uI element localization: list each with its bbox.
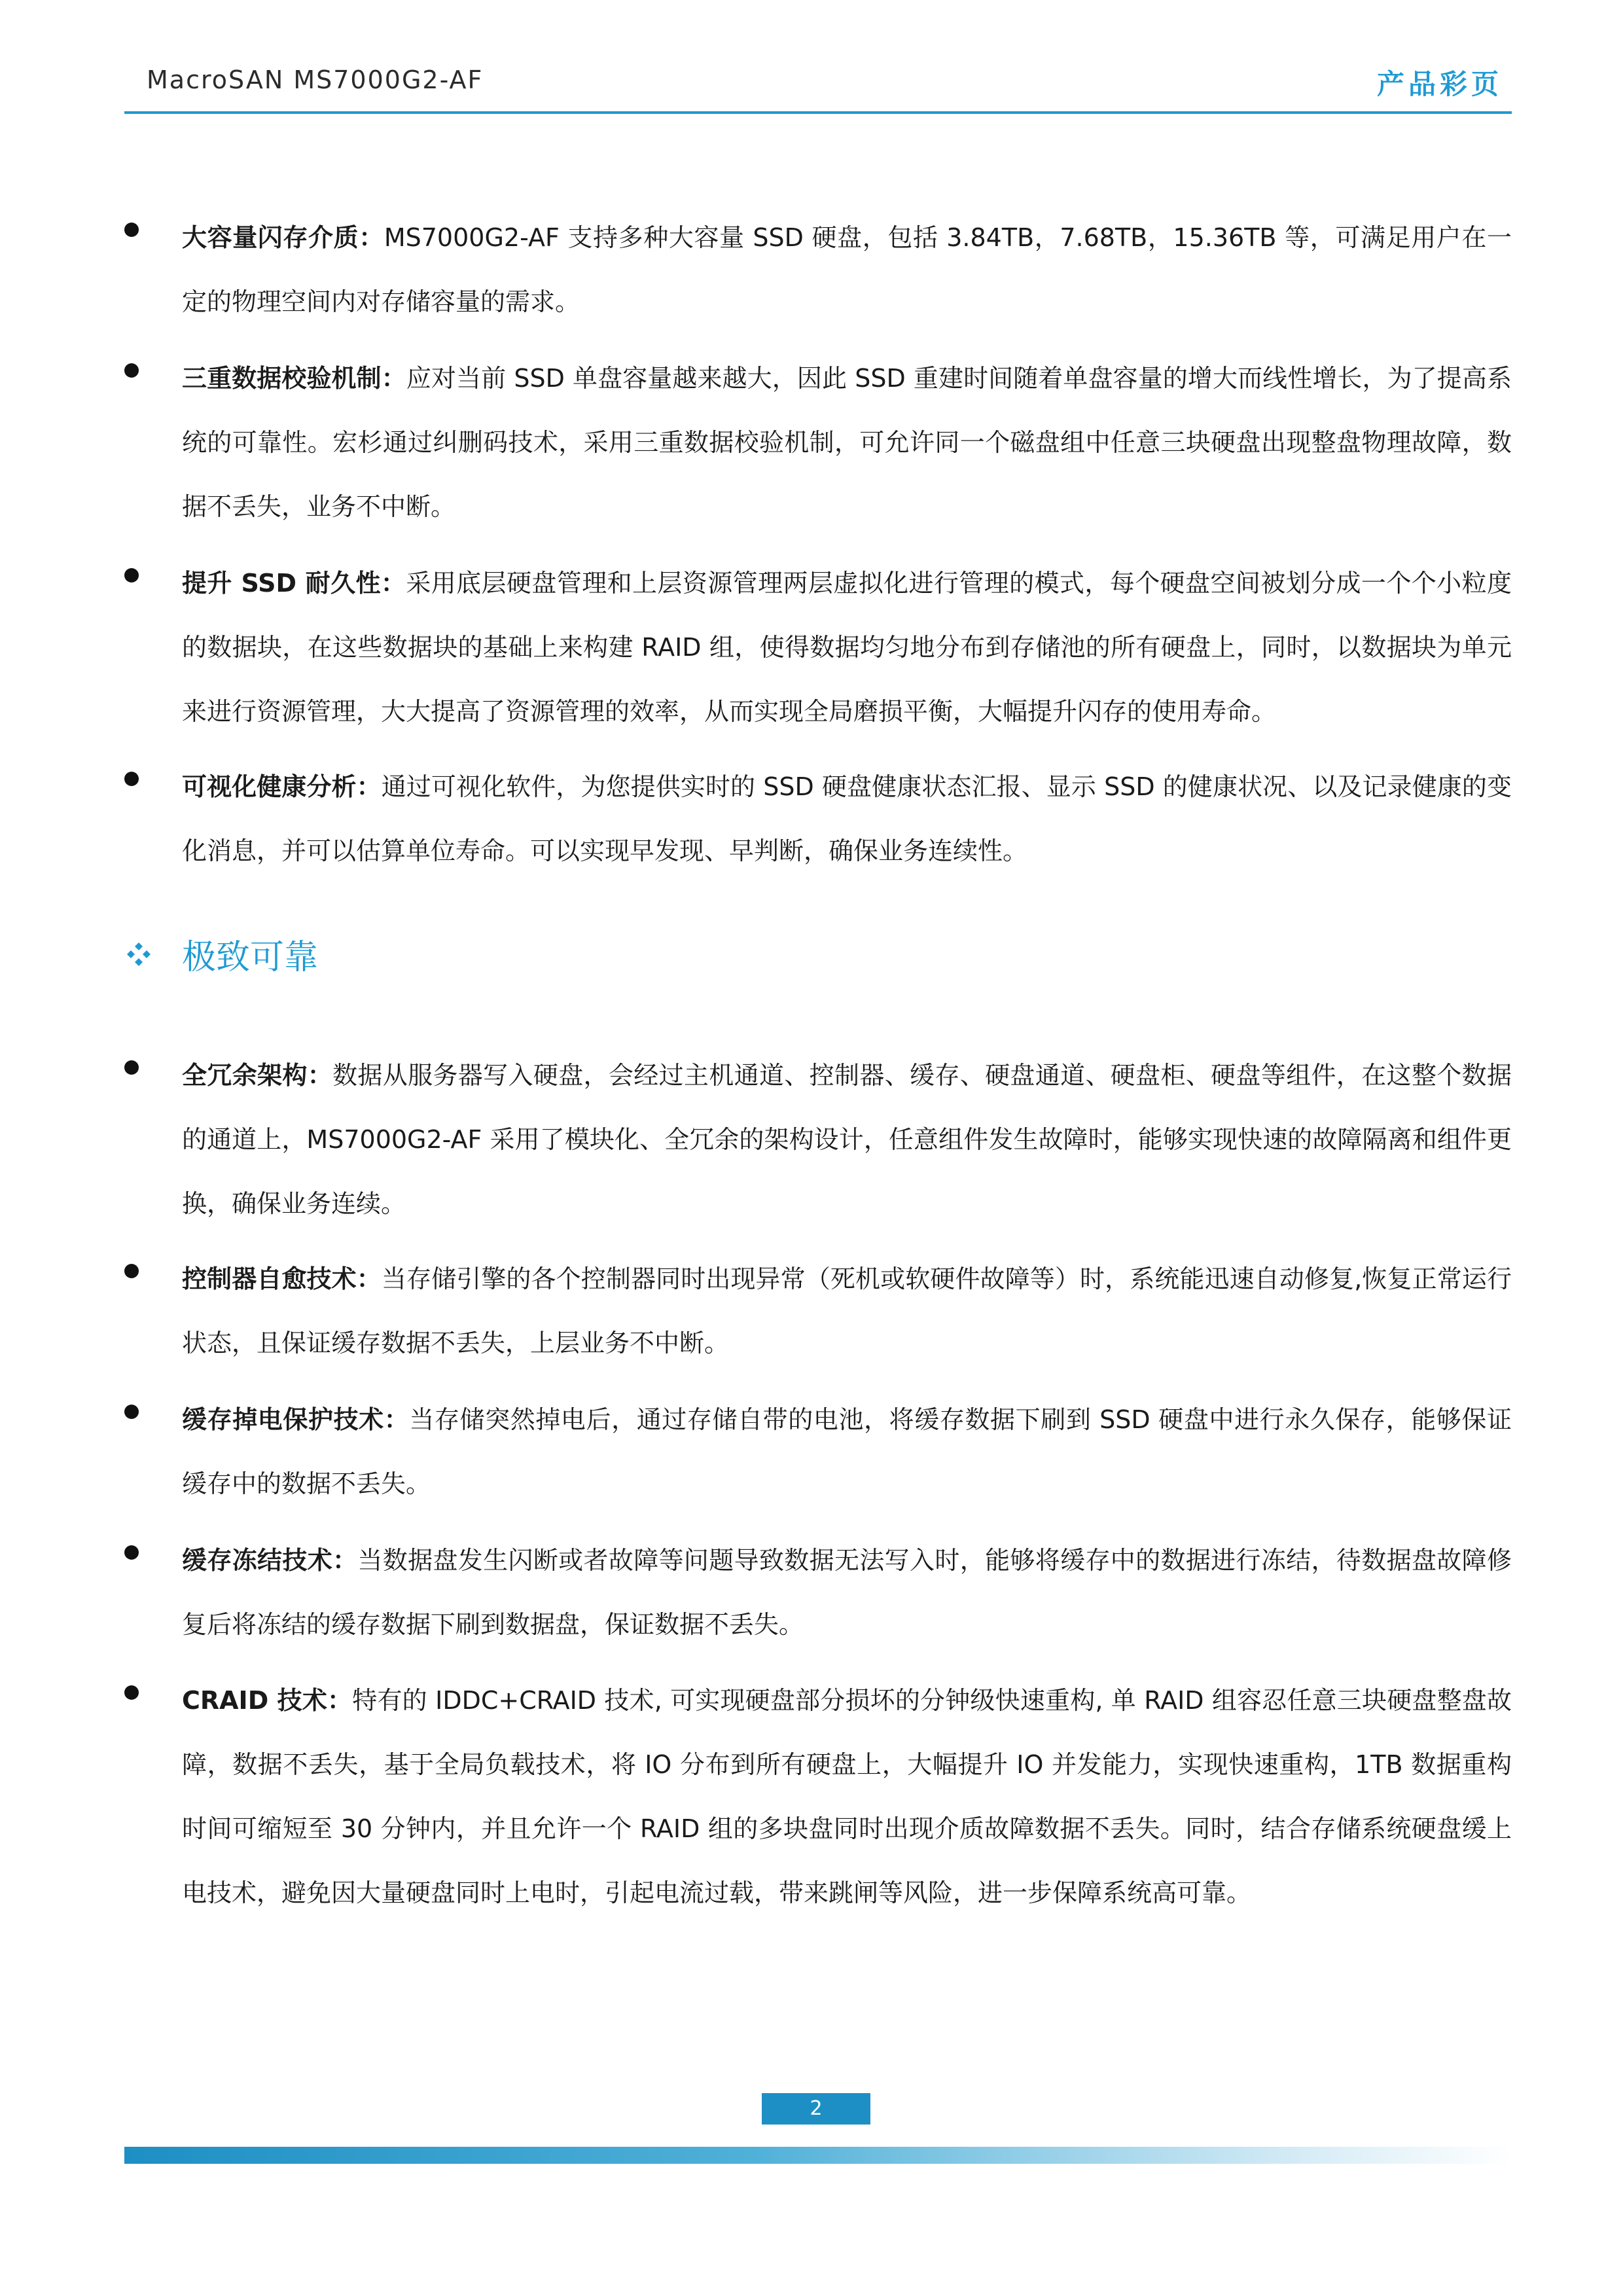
bullet-icon bbox=[124, 1685, 139, 1700]
item-heading: 控制器自愈技术： bbox=[182, 1265, 382, 1293]
bullet-icon bbox=[124, 1060, 139, 1075]
list-item bbox=[124, 1528, 1512, 1668]
item-body: MS7000G2-AF 支持多种大容量 SSD 硬盘，包括 3.84TB，7.68TB，15.36TB 等，可满足用户在一定的物理空间内对存储容量的需求。 bbox=[182, 223, 1512, 316]
item-body: 通过可视化软件，为您提供实时的 SSD 硬盘健康状态汇报、显示 SSD 的健康状况、以及记录健康的变化消息，并可以估算单位寿命。可以实现早发现、早判断，确保业务连续性。 bbox=[182, 772, 1512, 865]
item-body: 特有的 IDDC+CRAID 技术, 可实现硬盘部分损坏的分钟级快速重构, 单 RAID 组容忍任意三块硬盘整盘故障，数据不丢失，基于全局负载技术，将 IO 分布到所有硬盘上，大幅提升 IO 并发能力，实现快速重构，1TB 数据重构时间可缩短至 30 分钟内，并且允许一个 RAID 组的多块盘同时出现介质故障数据不丢失。同时，结合存储系统硬盘缓上电技术，避免因大量硬盘同时上电时，引起电流过载，带来跳闸等风险，进一步保障系统高可靠。 bbox=[182, 1686, 1512, 1907]
list-item bbox=[124, 1668, 1512, 1937]
bullet-icon bbox=[124, 223, 139, 237]
list-item bbox=[124, 755, 1512, 895]
list-item bbox=[124, 1043, 1512, 1247]
list-item bbox=[124, 346, 1512, 551]
item-body: 数据从服务器写入硬盘，会经过主机通道、控制器、缓存、硬盘通道、硬盘柜、硬盘等组件，在这整个数据的通道上，MS7000G2-AF 采用了模块化、全冗余的架构设计，任意组件发生故障时，能够实现快速的故障隔离和组件更换，确保业务连续。 bbox=[182, 1061, 1512, 1218]
list-item bbox=[124, 1247, 1512, 1388]
bullet-icon bbox=[124, 568, 139, 583]
page-header bbox=[124, 63, 1512, 101]
item-heading: 大容量闪存介质： bbox=[182, 223, 384, 252]
item-body: 应对当前 SSD 单盘容量越来越大，因此 SSD 重建时间随着单盘容量的增大而线性增长，为了提高系统的可靠性。宏杉通过纠删码技术，采用三重数据校验机制，可允许同一个磁盘组中任意三块硬盘出现整盘物理故障，数据不丢失，业务不中断。 bbox=[182, 364, 1512, 521]
list-item bbox=[124, 1388, 1512, 1528]
section-title: 极致可靠 bbox=[182, 938, 319, 977]
diamond-bullet-icon bbox=[126, 941, 152, 967]
item-body: 当存储引擎的各个控制器同时出现异常（死机或软硬件故障等）时，系统能迅速自动修复,恢复正常运行状态，且保证缓存数据不丢失，上层业务不中断。 bbox=[182, 1265, 1512, 1357]
feature-list-capacity bbox=[124, 206, 1512, 895]
item-heading: CRAID 技术： bbox=[182, 1686, 353, 1715]
bullet-icon bbox=[124, 772, 139, 786]
footer-gradient-bar bbox=[124, 2147, 1512, 2164]
bullet-icon bbox=[124, 1405, 139, 1419]
list-item bbox=[124, 206, 1512, 346]
bullet-icon bbox=[124, 363, 139, 378]
item-body: 当存储突然掉电后，通过存储自带的电池，将缓存数据下刷到 SSD 硬盘中进行永久保存，能够保证缓存中的数据不丢失。 bbox=[182, 1405, 1512, 1498]
item-heading: 三重数据校验机制： bbox=[182, 364, 406, 393]
item-heading: 提升 SSD 耐久性： bbox=[182, 569, 406, 598]
header-divider bbox=[124, 111, 1512, 114]
item-body: 采用底层硬盘管理和上层资源管理两层虚拟化进行管理的模式，每个硬盘空间被划分成一个个小粒度的数据块，在这些数据块的基础上来构建 RAID 组，使得数据均匀地分布到存储池的所有硬盘上，同时，以数据块为单元来进行资源管理，大大提高了资源管理的效率，从而实现全局磨损平衡，大幅提升闪存的使用寿命。 bbox=[182, 569, 1512, 726]
item-body: 当数据盘发生闪断或者故障等问题导致数据无法写入时，能够将缓存中的数据进行冻结，待数据盘故障修复后将冻结的缓存数据下刷到数据盘，保证数据不丢失。 bbox=[182, 1546, 1512, 1639]
header-title: MacroSAN MS7000G2-AF bbox=[147, 65, 484, 94]
item-heading: 可视化健康分析： bbox=[182, 772, 382, 801]
item-heading: 缓存冻结技术： bbox=[182, 1546, 358, 1575]
item-heading: 缓存掉电保护技术： bbox=[182, 1405, 410, 1434]
bullet-icon bbox=[124, 1264, 139, 1278]
page-number: 2 bbox=[762, 2093, 870, 2125]
item-heading: 全冗余架构： bbox=[182, 1061, 333, 1090]
header-label: 产品彩页 bbox=[1376, 68, 1503, 100]
feature-list-reliability bbox=[124, 1043, 1512, 1937]
list-item bbox=[124, 551, 1512, 755]
bullet-icon bbox=[124, 1545, 139, 1560]
